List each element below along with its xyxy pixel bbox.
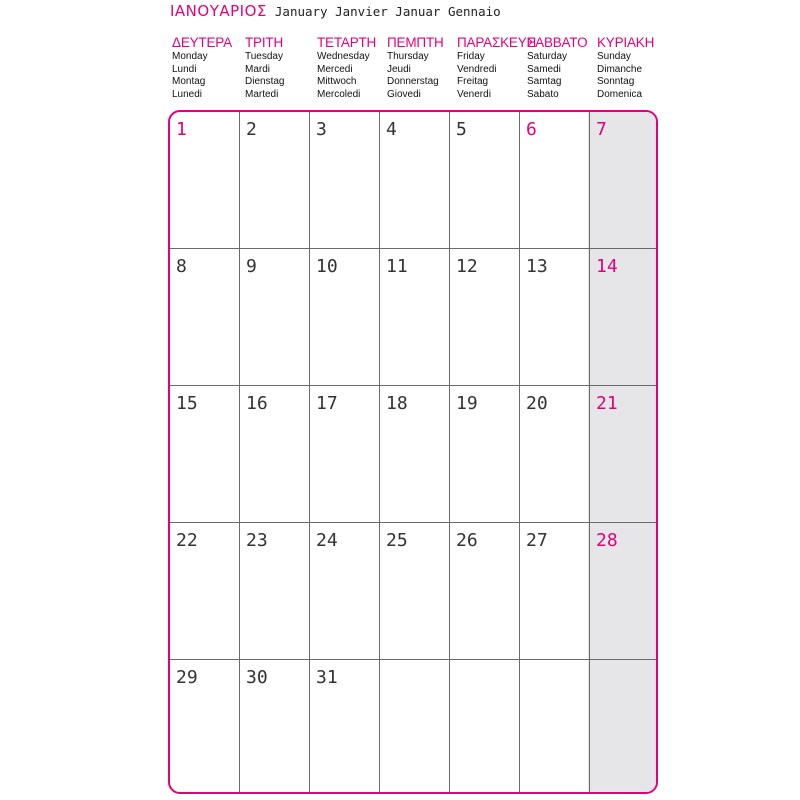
weekday-name-german: Freitag — [457, 76, 489, 88]
weekday-name-german: Samtag — [527, 76, 562, 88]
weekday-name-italian: Domenica — [597, 89, 643, 101]
day-number: 23 — [246, 530, 268, 551]
day-number: 7 — [596, 119, 607, 140]
day-number: 14 — [596, 256, 618, 277]
day-number: 19 — [456, 393, 478, 414]
weekday-header — [457, 34, 537, 102]
day-number: 9 — [246, 256, 257, 277]
weekday-name-german: Dienstag — [245, 76, 285, 88]
day-number: 13 — [526, 256, 548, 277]
weekday-name-german: Donnerstag — [387, 76, 439, 88]
day-number: 1 — [176, 119, 187, 140]
weekday-name-french: Vendredi — [457, 63, 497, 75]
calendar-grid — [168, 110, 658, 794]
weekday-header — [597, 34, 672, 102]
day-number: 29 — [176, 667, 198, 688]
weekday-name-italian: Martedi — [245, 89, 279, 101]
weekday-name-greek: ΠΑΡΑΣΚΕΥΗ — [457, 35, 537, 50]
column-divider — [239, 112, 240, 792]
day-number: 11 — [386, 256, 408, 277]
day-number: 10 — [316, 256, 338, 277]
weekday-name-german: Mittwoch — [317, 76, 357, 88]
day-number: 5 — [456, 119, 467, 140]
weekday-name-english: Saturday — [527, 51, 568, 62]
weekday-name-english: Tuesday — [245, 51, 283, 62]
weekday-name-greek: ΠΕΜΠΤΗ — [387, 35, 444, 50]
day-number: 15 — [176, 393, 198, 414]
weekday-name-english: Wednesday — [317, 51, 370, 62]
weekday-name-german: Montag — [172, 76, 206, 88]
row-divider — [170, 385, 656, 386]
day-number: 21 — [596, 393, 618, 414]
column-divider — [379, 112, 380, 792]
day-number: 31 — [316, 667, 338, 688]
weekday-name-french: Jeudi — [387, 63, 411, 75]
weekday-name-greek: ΤΕΤΑΡΤΗ — [317, 35, 377, 50]
day-number: 3 — [316, 119, 327, 140]
day-number: 25 — [386, 530, 408, 551]
weekday-name-greek: ΤΡΙΤΗ — [245, 35, 283, 50]
weekday-headers — [170, 34, 660, 104]
weekday-name-italian: Lunedi — [172, 89, 203, 101]
weekday-name-italian: Venerdi — [457, 89, 491, 101]
month-name-greek: ΙΑΝΟΥΑΡΙΟΣ — [170, 2, 267, 20]
day-number: 18 — [386, 393, 408, 414]
weekday-name-greek: ΔΕΥΤΕΡΑ — [172, 35, 232, 50]
weekday-name-italian: Sabato — [527, 89, 559, 101]
day-number: 26 — [456, 530, 478, 551]
day-number: 16 — [246, 393, 268, 414]
row-divider — [170, 659, 656, 660]
weekday-header — [387, 34, 462, 102]
row-divider — [170, 522, 656, 523]
weekday-name-english: Thursday — [387, 51, 429, 62]
row-divider — [170, 248, 656, 249]
weekday-name-french: Lundi — [172, 63, 197, 75]
weekday-name-french: Dimanche — [597, 63, 643, 75]
column-divider — [519, 112, 520, 792]
day-number: 28 — [596, 530, 618, 551]
weekday-name-greek: ΚΥΡΙΑΚΗ — [597, 35, 655, 50]
weekday-name-english: Sunday — [597, 51, 631, 62]
weekday-header — [317, 34, 392, 102]
weekday-name-english: Friday — [457, 51, 485, 62]
weekday-name-greek: ΣΑΒΒΑΤΟ — [527, 35, 588, 50]
weekday-name-german: Sonntag — [597, 76, 635, 88]
weekday-name-french: Samedi — [527, 63, 561, 75]
day-number: 2 — [246, 119, 257, 140]
month-name-translations: January Janvier Januar Gennaio — [274, 4, 501, 19]
day-number: 27 — [526, 530, 548, 551]
weekday-name-french: Mardi — [245, 63, 271, 75]
weekday-name-english: Monday — [172, 51, 208, 62]
column-divider — [309, 112, 310, 792]
day-number: 20 — [526, 393, 548, 414]
column-divider — [449, 112, 450, 792]
weekday-header — [172, 34, 247, 102]
day-number: 22 — [176, 530, 198, 551]
sunday-column-shading — [588, 112, 658, 792]
weekday-name-italian: Mercoledi — [317, 89, 361, 101]
day-number: 8 — [176, 256, 187, 277]
day-number: 12 — [456, 256, 478, 277]
column-divider — [589, 112, 590, 792]
day-number: 30 — [246, 667, 268, 688]
day-number: 6 — [526, 119, 537, 140]
weekday-header — [245, 34, 320, 102]
day-number: 17 — [316, 393, 338, 414]
weekday-header — [527, 34, 602, 102]
weekday-name-italian: Giovedi — [387, 89, 421, 101]
day-number: 24 — [316, 530, 338, 551]
weekday-name-french: Mercedi — [317, 63, 353, 75]
day-number: 4 — [386, 119, 397, 140]
month-title — [170, 2, 501, 20]
